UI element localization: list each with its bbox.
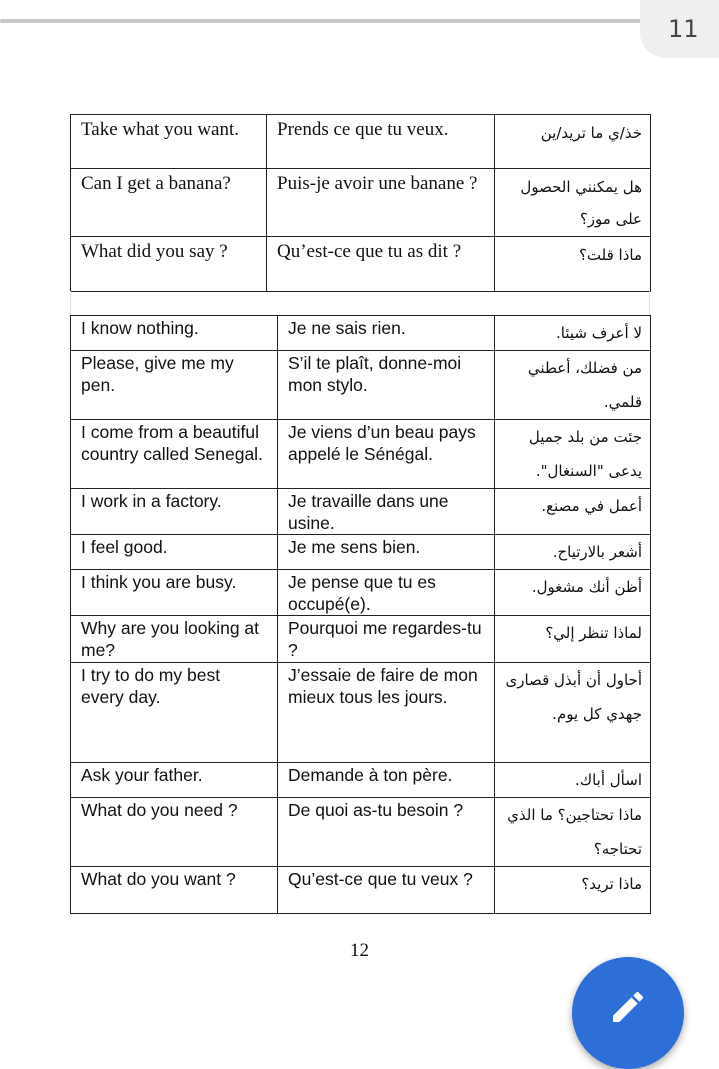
table-row: [71, 763, 651, 798]
english-cell: Please, give me my pen.: [71, 351, 278, 420]
french-cell: Demande à ton père.: [278, 763, 495, 798]
english-cell: I try to do my best every day.: [71, 663, 278, 763]
english-cell: What do you want ?: [71, 867, 278, 914]
table-separator: [70, 291, 650, 315]
arabic-cell: هل يمكنني الحصول على موز؟: [495, 169, 651, 237]
table-row: [71, 420, 651, 489]
arabic-cell: لا أعرف شيئا.: [495, 316, 651, 351]
page-number: 12: [350, 940, 369, 961]
english-cell: What do you need ?: [71, 798, 278, 867]
table-row: [71, 351, 651, 420]
english-cell: Take what you want.: [71, 115, 267, 169]
table-row: [71, 616, 651, 663]
english-cell: Why are you looking at me?: [71, 616, 278, 663]
reading-progress-track: [0, 19, 645, 23]
arabic-cell: أعمل في مصنع.: [495, 489, 651, 535]
english-cell: I feel good.: [71, 535, 278, 570]
arabic-cell: ماذا تحتاجين؟ ما الذي تحتاجه؟: [495, 798, 651, 867]
french-cell: Je viens d’un beau pays appelé le Sénégal.: [278, 420, 495, 489]
french-cell: De quoi as-tu besoin ?: [278, 798, 495, 867]
arabic-cell: جئت من بلد جميل يدعى "السنغال".: [495, 420, 651, 489]
table-row: [71, 570, 651, 616]
french-cell: Prends ce que tu veux.: [267, 115, 495, 169]
table-row: [71, 535, 651, 570]
english-cell: I know nothing.: [71, 316, 278, 351]
arabic-cell: خذ/ي ما تريد/ين: [495, 115, 651, 169]
table-row: [71, 663, 651, 763]
page-indicator-text: 11: [668, 15, 699, 43]
english-cell: What did you say ?: [71, 237, 267, 292]
arabic-cell: من فضلك، أعطني قلمي.: [495, 351, 651, 420]
table-row: [71, 316, 651, 351]
arabic-cell: ماذا قلت؟: [495, 237, 651, 292]
english-cell: I work in a factory.: [71, 489, 278, 535]
table-row: [71, 115, 651, 169]
table-row: [71, 489, 651, 535]
arabic-cell: اسأل أباك.: [495, 763, 651, 798]
french-cell: S’il te plaît, donne-moi mon stylo.: [278, 351, 495, 420]
phrase-table-top: [70, 114, 651, 292]
page-indicator-badge: [640, 0, 719, 58]
english-cell: I think you are busy.: [71, 570, 278, 616]
english-cell: I come from a beautiful country called Senegal.: [71, 420, 278, 489]
arabic-cell: أشعر بالارتياح.: [495, 535, 651, 570]
table-row: [71, 798, 651, 867]
table-row: [71, 867, 651, 914]
french-cell: Puis-je avoir une banane ?: [267, 169, 495, 237]
english-cell: Can I get a banana?: [71, 169, 267, 237]
table-row: [71, 237, 651, 292]
arabic-cell: أظن أنك مشغول.: [495, 570, 651, 616]
arabic-cell: لماذا تنظر إلي؟: [495, 616, 651, 663]
arabic-cell: ماذا تريد؟: [495, 867, 651, 914]
pencil-icon: [608, 987, 648, 1027]
english-cell: Ask your father.: [71, 763, 278, 798]
edit-fab-button[interactable]: [572, 957, 684, 1069]
french-cell: Je travaille dans une usine.: [278, 489, 495, 535]
french-cell: Qu’est-ce que tu veux ?: [278, 867, 495, 914]
french-cell: Pourquoi me regardes-tu ?: [278, 616, 495, 663]
phrase-table-bottom: [70, 315, 651, 914]
arabic-cell: أحاول أن أبذل قصارى جهدي كل يوم.: [495, 663, 651, 763]
french-cell: Je ne sais rien.: [278, 316, 495, 351]
french-cell: Je pense que tu es occupé(e).: [278, 570, 495, 616]
french-cell: Qu’est-ce que tu as dit ?: [267, 237, 495, 292]
table-row: [71, 169, 651, 237]
french-cell: Je me sens bien.: [278, 535, 495, 570]
french-cell: J’essaie de faire de mon mieux tous les jours.: [278, 663, 495, 763]
